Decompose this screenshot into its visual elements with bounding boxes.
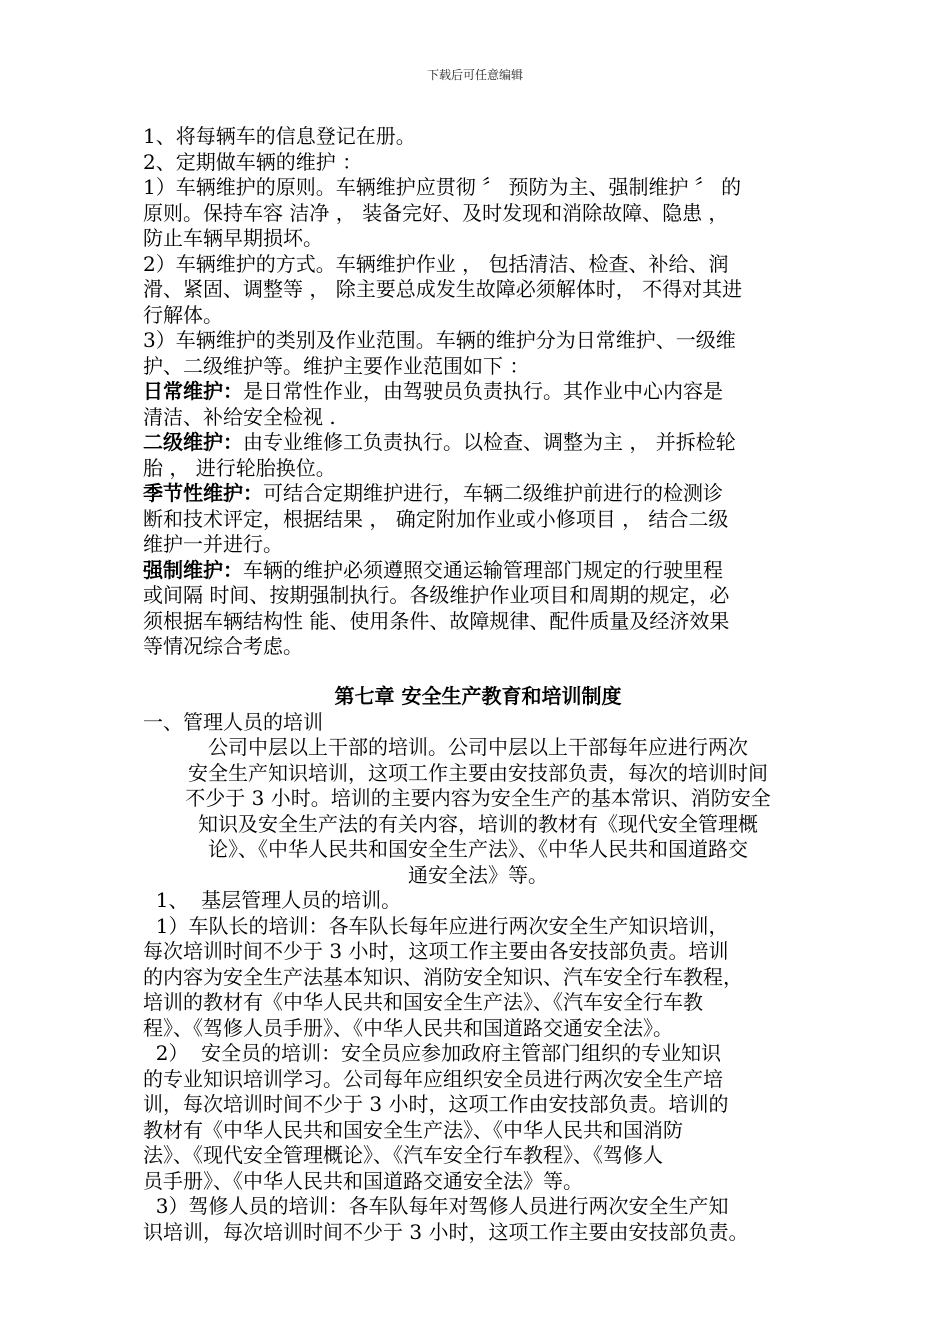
paragraph-line: 等情况综合考虑。 [143, 634, 303, 658]
paragraph-line: 胎 ， 进行轮胎换位。 [143, 455, 336, 480]
paragraph-line: 公司中层以上干部的培训。公司中层以上干部每年应进行两次 [208, 735, 748, 759]
paragraph-line: 每次培训时间不少于 3 小时，这项工作主要由各安技部负责。培训 [143, 939, 729, 963]
mandatory-maintenance-line [143, 558, 813, 584]
paragraph-line: 3）车辆维护的类别及作业范围。车辆的维护分为日常维护、一级维 [143, 328, 736, 352]
level2-maintenance-term: 二级维护： [143, 430, 243, 454]
paragraph-line: 员手册》、《中华人民共和国道路交通安全法》等。 [143, 1168, 583, 1193]
paragraph-line: 论》、《中华人民共和国安全生产法》、《中华人民共和国道路交 [208, 837, 748, 861]
paragraph-line: 须根据车辆结构性 能、使用条件、故障规律、配件质量及经济效果 [143, 608, 730, 633]
paragraph-line: 知识及安全生产法的有关内容，培训的教材有《现代安全管理概 [198, 811, 758, 836]
paragraph-line: 1、将每辆车的信息登记在册。 [143, 124, 416, 148]
seasonal-maintenance-text: 可结合定期维护进行，车辆二级维护前进行的检测诊 [263, 481, 723, 505]
paragraph-line: 安全生产知识培训，这项工作主要由安技部负责，每次的培训时间 [188, 760, 768, 785]
paragraph-line: 1、 基层管理人员的培训。 [143, 888, 402, 912]
document-body [143, 124, 813, 1245]
chapter-title: 第七章 安全生产教育和培训制度 [334, 683, 622, 708]
paragraph-line: 断和技术评定，根据结果 ， 确定附加作业或小修项目 ， 结合二级 [143, 506, 729, 531]
daily-maintenance-line [143, 379, 813, 405]
paragraph-line: 原则。保持车容 洁净 ， 装备完好、及时发现和消除故障、隐患 ， [143, 200, 729, 225]
paragraph-line: 滑、紧固、调整等 ， 除主要总成发生故障必须解体时， 不得对其进 [143, 277, 743, 301]
paragraph-line: 1）车辆维护的原则。车辆维护应贯彻 〞 预防为主、强制维护 〞 的 [143, 175, 742, 199]
paragraph-line: 教材有《中华人民共和国安全生产法》、《中华人民共和国消防 [143, 1117, 683, 1142]
section-heading: 一、管理人员的培训 [143, 709, 323, 734]
paragraph-line: 1）车队长的培训：各车队长每年应进行两次安全生产知识培训， [143, 913, 729, 938]
daily-maintenance-term: 日常维护： [143, 379, 243, 403]
level2-maintenance-text: 由专业维修工负责执行。以检查、调整为主 ， 并拆检轮 [243, 430, 736, 454]
paragraph-line: 2）车辆维护的方式。车辆维护作业 ， 包括清洁、检查、补给、润 [143, 251, 729, 276]
paragraph-line: 训，每次培训时间不少于 3 小时，这项工作由安技部负责。培训的 [143, 1092, 729, 1116]
page-header: 下载后可任意编辑 [426, 68, 523, 82]
paragraph-line: 的内容为安全生产法基本知识、消防安全知识、汽车安全行车教程， [143, 964, 743, 989]
paragraph-line: 2） 安全员的培训：安全员应参加政府主管部门组织的专业知识 [143, 1041, 722, 1065]
paragraph-line: 维护一并进行。 [143, 532, 283, 556]
paragraph-line: 或间隔 时间、按期强制执行。各级维护作业项目和周期的规定，必 [143, 583, 730, 607]
mandatory-maintenance-text: 车辆的维护必须遵照交通运输管理部门规定的行驶里程 [243, 557, 723, 582]
paragraph-line: 行解体。 [143, 302, 223, 327]
seasonal-maintenance-line [143, 481, 813, 507]
paragraph-line: 培训的教材有《中华人民共和国安全生产法》、《汽车安全行车教 [143, 990, 703, 1014]
paragraph-line: 2、定期做车辆的维护 ： [143, 149, 363, 174]
seasonal-maintenance-term: 季节性维护： [143, 481, 263, 505]
paragraph-line: 3）驾修人员的培训：各车队每年对驾修人员进行两次安全生产知 [143, 1194, 729, 1218]
paragraph-line: 清洁、补给安全检视 . [143, 404, 336, 429]
paragraph-line: 护、二级维护等。维护主要作业范围如下 ： [143, 353, 530, 378]
paragraph-line: 程》、《驾修人员手册》、《中华人民共和国道路交通安全法》。 [143, 1015, 673, 1040]
paragraph-line: 防止车辆早期损坏。 [143, 226, 323, 250]
mandatory-maintenance-term: 强制维护： [143, 557, 243, 582]
level2-maintenance-line [143, 430, 813, 456]
paragraph-line: 的专业知识培训学习。公司每年应组织安全员进行两次安全生产培 [143, 1066, 723, 1091]
daily-maintenance-text: 是日常性作业，由驾驶员负责执行。其作业中心内容是 [243, 379, 723, 403]
paragraph-line: 识培训，每次培训时间不少于 3 小时，这项工作主要由安技部负责。 [143, 1219, 749, 1244]
paragraph-line: 不少于 3 小时。培训的主要内容为安全生产的基本常识、消防安全 [185, 786, 771, 810]
paragraph-line: 法》、《现代安全管理概论》、《汽车安全行车教程》、《驾修人 [143, 1143, 663, 1167]
paragraph-line: 通安全法》等。 [408, 862, 548, 887]
